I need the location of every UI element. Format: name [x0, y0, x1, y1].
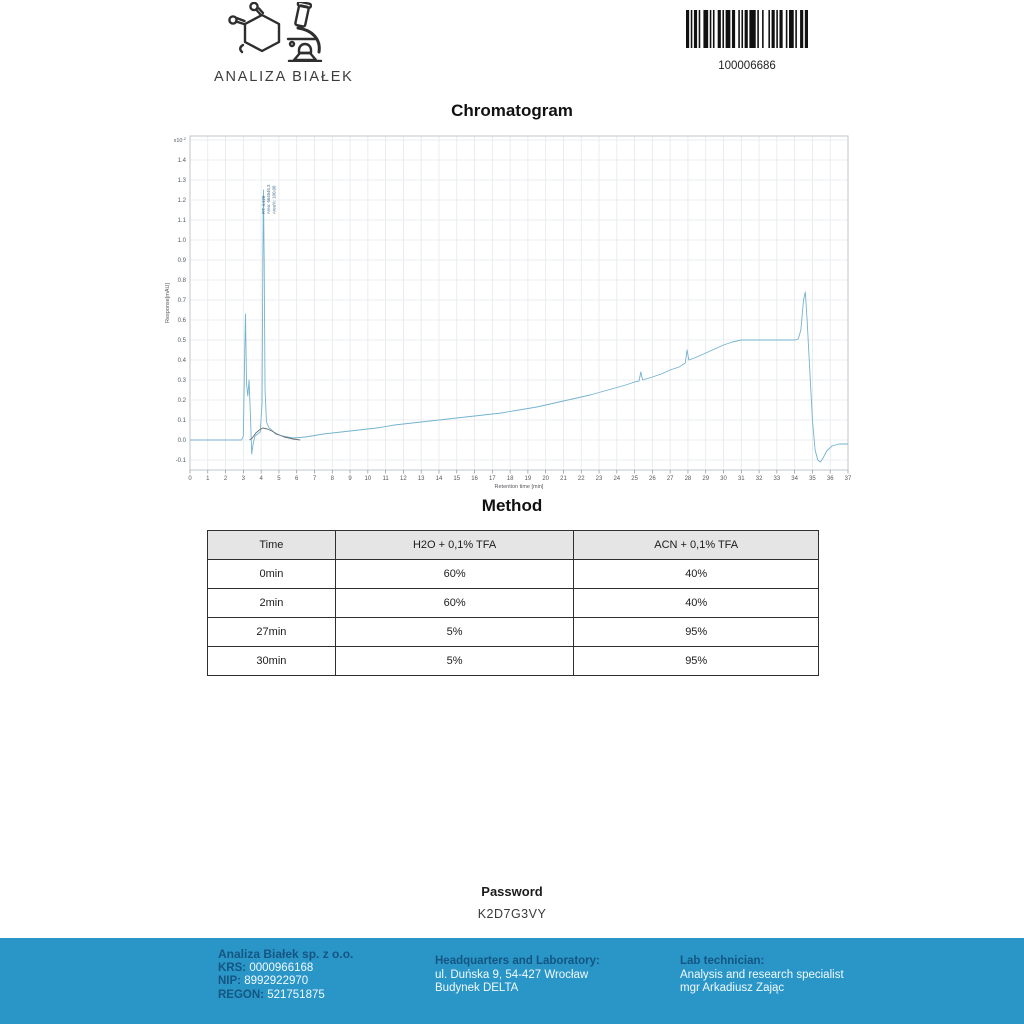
- y-tick-label: 0.7: [177, 298, 186, 304]
- method-cell: 30min: [208, 647, 336, 676]
- footer: [0, 938, 1024, 1024]
- peak-annotation-line: RT: 4,128: [260, 195, 266, 214]
- method-title: Method: [481, 496, 543, 515]
- x-tick-label: 27: [666, 476, 674, 482]
- method-cell: 40%: [574, 560, 819, 589]
- method-row: [208, 589, 819, 618]
- y-tick-label: 0.1: [177, 418, 186, 424]
- method-row: [208, 647, 819, 676]
- password-label: Password: [481, 884, 543, 899]
- footer-headquarters: [435, 955, 600, 996]
- x-tick-label: 34: [791, 476, 798, 482]
- method-table-body: [208, 560, 819, 676]
- footer-technician: [680, 955, 844, 996]
- y-scale-note: $x10^{-2}$: [173, 136, 186, 144]
- technician-line2: mgr Arkadiusz Zając: [680, 982, 785, 994]
- x-tick-label: 25: [631, 476, 638, 482]
- x-tick-label: 13: [417, 476, 425, 482]
- x-tick-label: 22: [577, 476, 585, 482]
- x-tick-label: 5: [277, 476, 281, 482]
- x-tick-label: 37: [844, 476, 852, 482]
- hq-address-line2: Budynek DELTA: [435, 982, 519, 994]
- x-tick-label: 33: [773, 476, 781, 482]
- x-tick-label: 3: [241, 476, 246, 482]
- x-tick-label: 35: [809, 476, 816, 482]
- password-block: [0, 884, 1024, 921]
- series-main-trace: [190, 190, 848, 462]
- x-tick-label: 11: [382, 476, 389, 482]
- company-name: Analiza Białek sp. z o.o.: [218, 947, 354, 961]
- logo-text: ANALIZA BIAŁEK: [214, 69, 354, 85]
- y-tick-label: 0.9: [177, 258, 186, 264]
- peak-annotation-line: Area%: 100,00: [271, 185, 277, 214]
- chromatogram-title: Chromatogram: [451, 101, 573, 120]
- x-tick-label: 32: [755, 476, 763, 482]
- x-tick-label: 12: [400, 476, 407, 482]
- company-nip: NIP: 8992922970: [218, 975, 309, 987]
- x-tick-label: 0: [188, 476, 192, 482]
- y-tick-label: 1.0: [177, 238, 186, 244]
- method-row: [208, 618, 819, 647]
- x-tick-label: 14: [435, 476, 443, 482]
- x-tick-label: 26: [649, 476, 656, 482]
- x-tick-label: 29: [702, 476, 710, 482]
- y-tick-label: 0.8: [177, 278, 186, 284]
- x-tick-label: 17: [488, 476, 496, 482]
- x-tick-label: 20: [542, 476, 550, 482]
- method-row: [208, 560, 819, 589]
- method-cell: 60%: [335, 589, 574, 618]
- y-tick-label: 1.2: [177, 198, 186, 204]
- x-tick-label: 4: [259, 476, 263, 482]
- x-tick-label: 19: [524, 476, 532, 482]
- y-tick-label: 0.4: [177, 358, 186, 364]
- y-tick-label: 0.3: [177, 378, 186, 384]
- x-tick-label: 31: [737, 476, 745, 482]
- x-tick-label: 10: [364, 476, 372, 482]
- x-tick-label: 28: [684, 476, 692, 482]
- method-col-header: ACN + 0,1% TFA: [574, 531, 819, 560]
- lab-logo-icon: [226, 2, 330, 62]
- method-cell: 5%: [335, 647, 574, 676]
- method-cell: 0min: [208, 560, 336, 589]
- method-table: [207, 530, 819, 676]
- hq-heading: Headquarters and Laboratory:: [435, 955, 600, 967]
- x-tick-label: 24: [613, 476, 621, 482]
- x-tick-label: 9: [348, 476, 352, 482]
- y-tick-label: -0.1: [175, 458, 186, 464]
- logo-block: [214, 2, 354, 85]
- x-tick-label: 15: [453, 476, 461, 482]
- y-tick-label: 0.5: [177, 338, 186, 344]
- y-tick-label: 0.6: [177, 318, 186, 324]
- company-krs: KRS: 0000966168: [218, 961, 314, 974]
- method-cell: 5%: [335, 618, 574, 647]
- x-tick-label: 18: [506, 476, 514, 482]
- method-table-header: [208, 531, 819, 560]
- y-tick-label: 1.3: [177, 178, 186, 184]
- barcode-block: [686, 10, 808, 72]
- x-tick-label: 1: [206, 476, 210, 482]
- y-axis-title: Response[mAU]: [165, 282, 171, 324]
- method-col-header: H2O + 0,1% TFA: [335, 531, 574, 560]
- technician-heading: Lab technician:: [680, 955, 765, 967]
- technician-line1: Analysis and research specialist: [680, 968, 844, 981]
- password-value: K2D7G3VY: [477, 907, 547, 921]
- y-tick-label: 0.2: [177, 398, 186, 404]
- x-tick-label: 21: [560, 476, 567, 482]
- company-regon: REGON: 521751875: [218, 988, 325, 1001]
- x-tick-label: 2: [223, 476, 228, 482]
- y-tick-label: 1.4: [177, 158, 186, 164]
- barcode-value: 100006686: [718, 60, 776, 72]
- hq-address-line1: ul. Duńska 9, 54-427 Wrocław: [435, 968, 589, 981]
- x-tick-label: 8: [330, 476, 334, 482]
- method-cell: 2min: [208, 589, 336, 618]
- method-cell: 95%: [574, 618, 819, 647]
- footer-company: [218, 948, 353, 1002]
- chromatogram-plot: [160, 130, 860, 492]
- method-col-header: Time: [208, 531, 336, 560]
- method-cell: 40%: [574, 589, 819, 618]
- y-tick-label: 0.0: [177, 438, 186, 444]
- method-cell: 60%: [335, 560, 574, 589]
- method-cell: 95%: [574, 647, 819, 676]
- x-axis-title: Retention time [min]: [494, 484, 544, 490]
- y-tick-label: 1.1: [177, 218, 186, 224]
- x-tick-label: 30: [720, 476, 727, 482]
- x-tick-label: 23: [595, 476, 603, 482]
- method-cell: 27min: [208, 618, 336, 647]
- x-tick-label: 6: [295, 476, 299, 482]
- x-tick-label: 7: [312, 476, 317, 482]
- peak-annotation-line: Area: 664646,3: [266, 184, 272, 214]
- x-tick-label: 36: [826, 476, 834, 482]
- barcode-icon: [686, 10, 808, 48]
- chromatogram-chart: [160, 130, 860, 492]
- x-tick-label: 16: [471, 476, 478, 482]
